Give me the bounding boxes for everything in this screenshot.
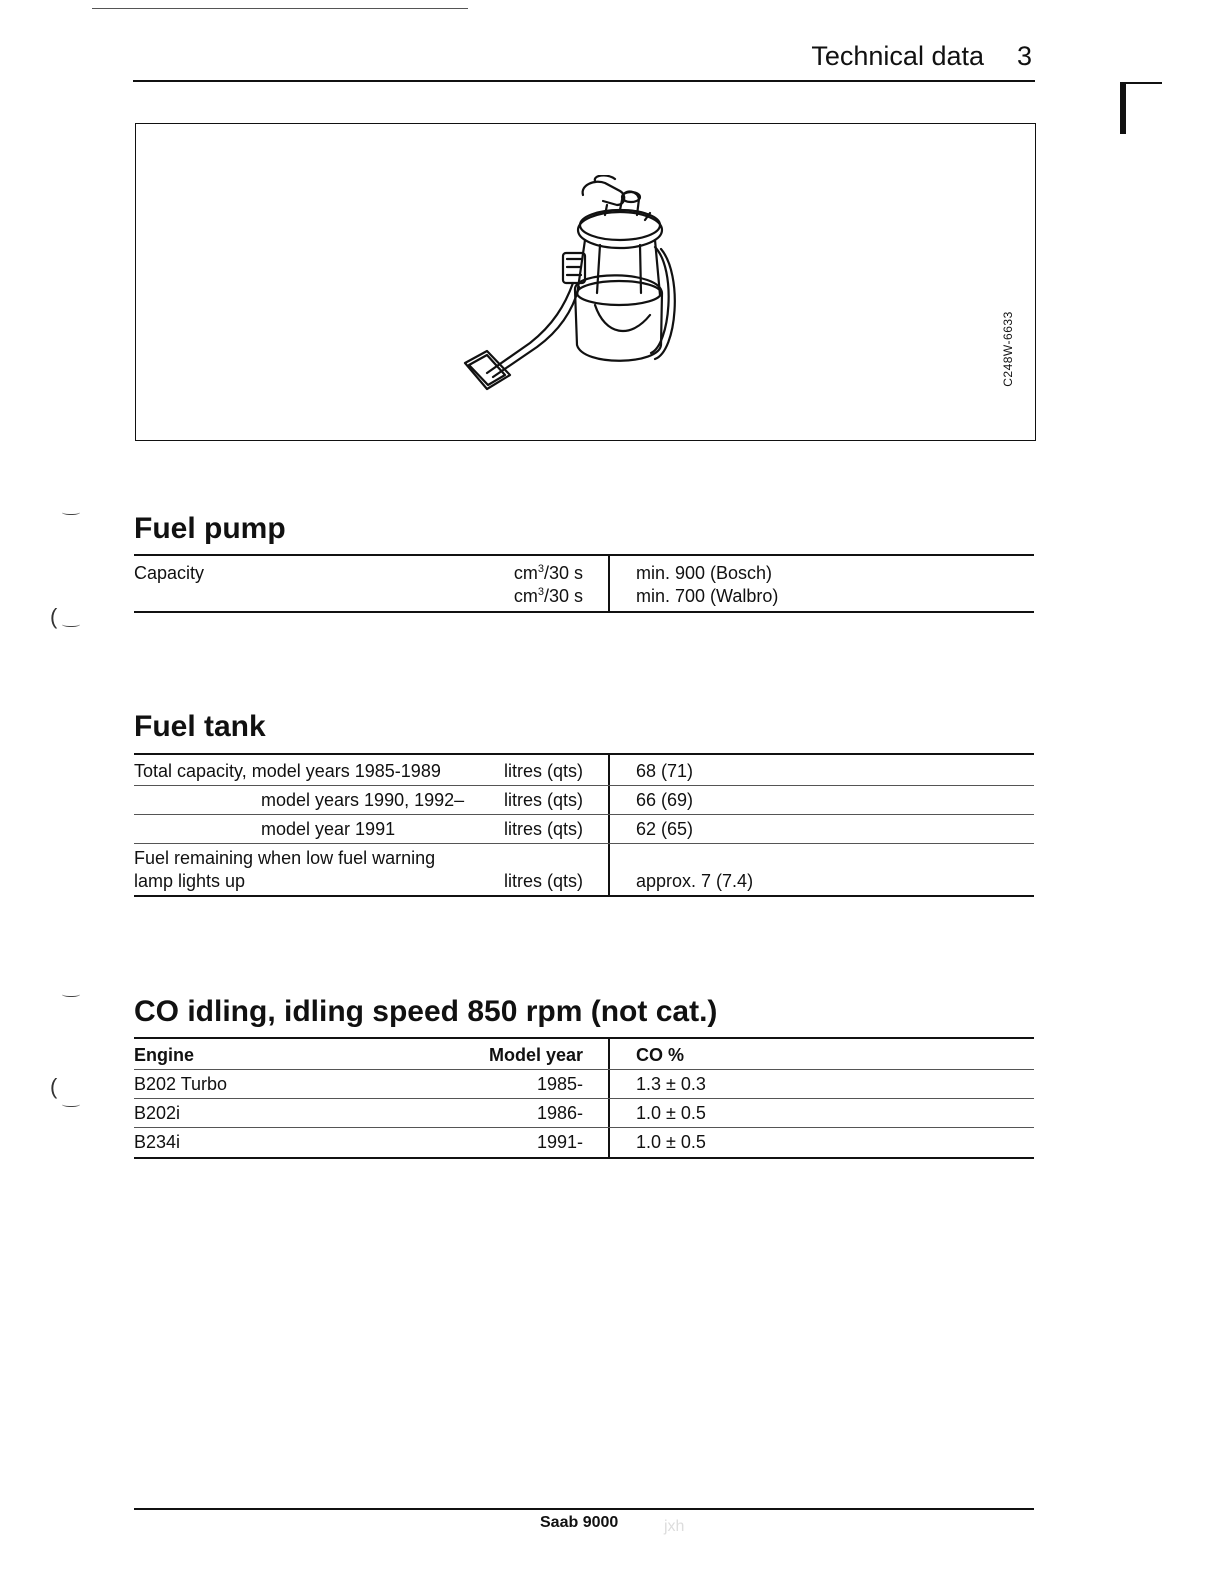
margin-mark (62, 620, 80, 627)
tank-row-unit: litres (qts) (503, 761, 583, 781)
footer-rule (134, 1508, 1034, 1510)
row-rule (134, 785, 1034, 786)
tank-row-value: 68 (71) (636, 761, 694, 781)
tank-row-value: 66 (69) (636, 790, 694, 810)
margin-mark (62, 1100, 80, 1107)
figure-code: C248W-6633 (1001, 311, 1015, 387)
co-row-value: 1.0 ± 0.5 (636, 1132, 706, 1152)
section-rule (134, 895, 1034, 897)
capacity-label: Capacity (134, 563, 205, 583)
margin-mark (62, 508, 80, 515)
footer-title: Saab 9000 (540, 1514, 619, 1531)
column-header-model-year: Model year (488, 1045, 583, 1065)
co-row-engine: B202 Turbo (134, 1074, 228, 1094)
fuel-pump-illustration (455, 175, 685, 405)
header-rule (133, 80, 1035, 82)
co-row-year: 1986- (536, 1103, 583, 1123)
co-row-year: 1985- (536, 1074, 583, 1094)
column-divider (608, 754, 610, 896)
fuel-tank-heading: Fuel tank (134, 710, 266, 743)
column-divider (608, 555, 610, 612)
section-rule (134, 1037, 1034, 1039)
header-title: Technical data (811, 41, 984, 71)
remaining-label-line2: lamp lights up (134, 871, 246, 891)
corner-mark-horizontal (1120, 82, 1162, 84)
margin-paren: ( (50, 1074, 58, 1099)
remaining-label-line1: Fuel remaining when low fuel warning (134, 848, 436, 868)
tank-row-label: Total capacity, model years 1985-1989 (134, 761, 441, 781)
margin-paren: ( (50, 604, 58, 629)
remaining-unit: litres (qts) (503, 871, 583, 891)
co-row-engine: B202i (134, 1103, 181, 1123)
section-rule (134, 753, 1034, 755)
co-row-value: 1.0 ± 0.5 (636, 1103, 706, 1123)
row-rule (134, 843, 1034, 844)
row-rule (134, 1098, 1034, 1099)
co-idling-heading: CO idling, idling speed 850 rpm (not cat.) (134, 995, 718, 1028)
tank-row-label: model year 1991 (261, 819, 396, 839)
column-header-co: CO % (636, 1045, 685, 1065)
section-rule (134, 1157, 1034, 1159)
capacity-unit-2: $cm^3/30$ s (513, 586, 583, 606)
margin-mark (62, 990, 80, 997)
remaining-value: approx. 7 (7.4) (636, 871, 754, 891)
footer-watermark: jxh (664, 1518, 685, 1535)
section-rule (134, 611, 1034, 613)
co-row-engine: B234i (134, 1132, 181, 1152)
tank-row-unit: litres (qts) (503, 819, 583, 839)
co-row-value: 1.3 ± 0.3 (636, 1074, 706, 1094)
fuel-pump-heading: Fuel pump (134, 512, 286, 545)
tank-row-value: 62 (65) (636, 819, 694, 839)
page-number: 3 (1017, 41, 1033, 71)
corner-mark-vertical (1120, 82, 1126, 134)
capacity-value-walbro: min. 700 (Walbro) (636, 586, 779, 606)
co-row-year: 1991- (536, 1132, 583, 1152)
top-edge-line (92, 8, 468, 9)
capacity-unit-1: $cm^3/30$ s (513, 563, 583, 583)
column-header-engine: Engine (134, 1045, 195, 1065)
capacity-value-bosch: min. 900 (Bosch) (636, 563, 773, 583)
row-rule (134, 1069, 1034, 1070)
row-rule (134, 1127, 1034, 1128)
section-rule (134, 554, 1034, 556)
tank-row-label: model years 1990, 1992– (261, 790, 465, 810)
row-rule (134, 814, 1034, 815)
tank-row-unit: litres (qts) (503, 790, 583, 810)
